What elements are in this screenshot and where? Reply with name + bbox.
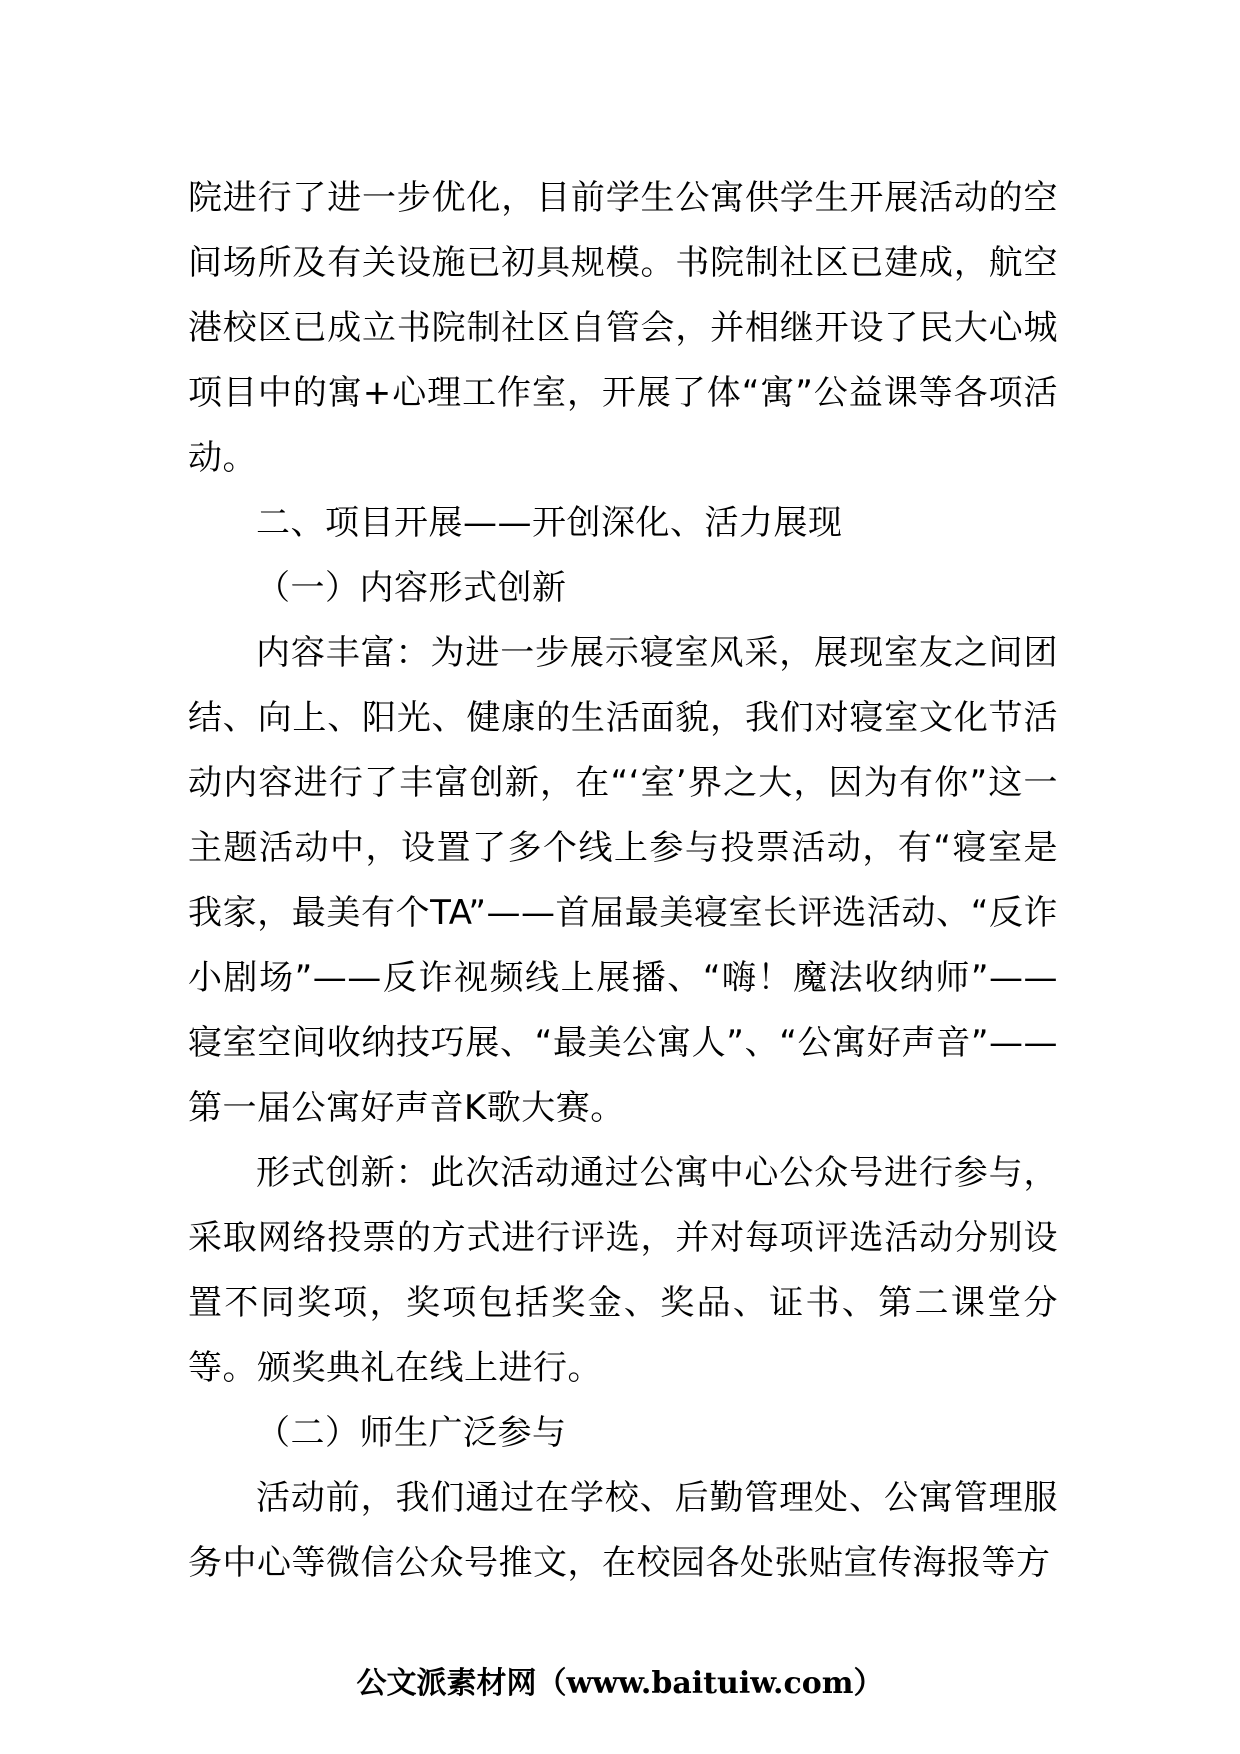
section-heading-2: 二、项目开展——开创深化、活力展现 — [256, 503, 843, 543]
paragraph-before-activity: 活动前，我们通过在学校、后勤管理处、公寓管理服务中心等微信公众号推文，在校园各处张贴宣传海报等方 — [188, 1478, 1058, 1583]
paragraph-form-innovation: 形式创新：此次活动通过公寓中心公众号进行参与，采取网络投票的方式进行评选，并对每项评选活动分别设置不同奖项，奖项包括奖金、奖品、证书、第二课堂分等。颁奖典礼在线上进行。 — [188, 1153, 1058, 1388]
subsection-heading-2: （二）师生广泛参与 — [256, 1413, 567, 1453]
subsection-heading-1: （一）内容形式创新 — [256, 568, 567, 608]
paragraph-1: 院进行了进一步优化，目前学生公寓供学生开展活动的空间场所及有关设施已初具规模。书院制社区已建成，航空港校区已成立书院制社区自管会，并相继开设了民大心城项目中的寓+心理工作室，开展了体“寓”公益课等各项活动。 — [188, 178, 1058, 478]
document-body — [188, 166, 1058, 1596]
footer-watermark: 公文派素材网（www.baituiw.com） — [356, 1666, 884, 1701]
paragraph-content-rich: 内容丰富：为进一步展示寝室风采，展现室友之间团结、向上、阳光、健康的生活面貌，我们对寝室文化节活动内容进行了丰富创新，在“‘室’界之大，因为有你”这一主题活动中，设置了多个线上参与投票活动，有“寝室是我家，最美有个TA”——首届最美寝室长评选活动、“反诈小剧场”——反诈视频线上展播、“嗨！魔法收纳师”——寝室空间收纳技巧展、“最美公寓人”、“公寓好声音”——第一届公寓好声音K歌大赛。 — [188, 633, 1058, 1128]
